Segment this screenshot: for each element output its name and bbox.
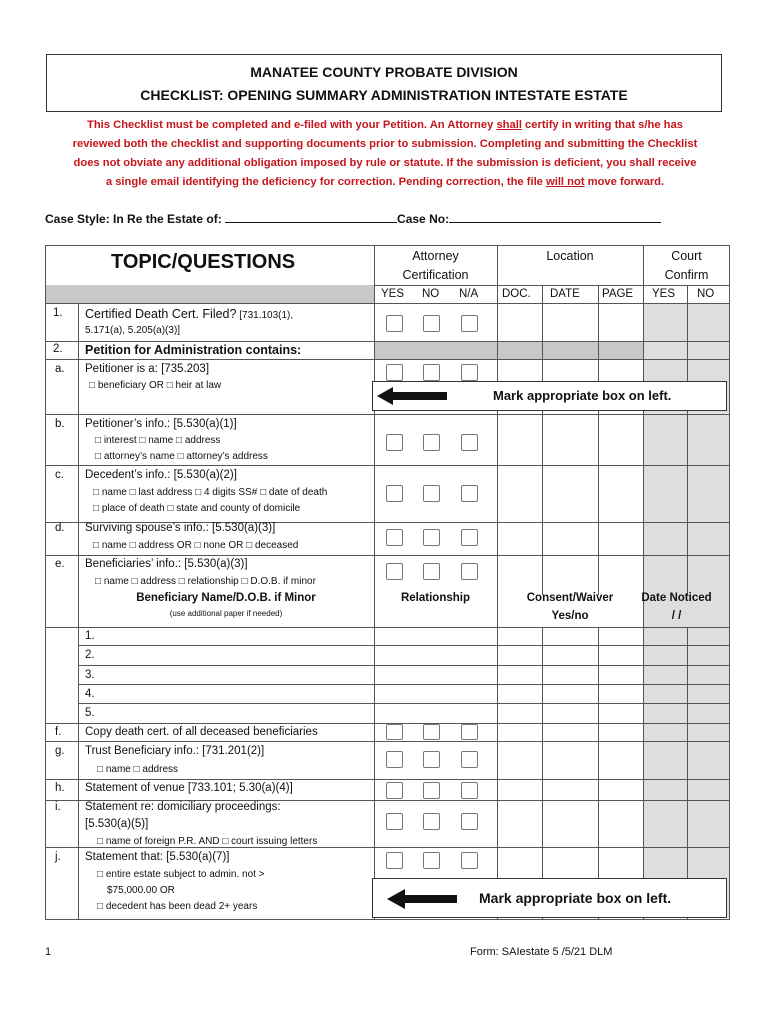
checkbox-h-na[interactable] xyxy=(461,782,478,799)
row-ref: [5.530(a)(5)] xyxy=(85,818,149,830)
mark-box-text: Mark appropriate box on left. xyxy=(493,388,672,403)
arrow-left-icon xyxy=(387,888,459,910)
checkbox-i-yes[interactable] xyxy=(386,813,403,830)
row-options: □ place of death □ state and county of domicile xyxy=(93,503,301,514)
mark-box-notice xyxy=(372,381,727,411)
checkbox-b-yes[interactable] xyxy=(386,434,403,451)
row-text: Statement re: domiciliary proceedings: xyxy=(85,801,281,813)
checkbox-h-yes[interactable] xyxy=(386,782,403,799)
attorney-heading-1: Attorney xyxy=(412,249,459,263)
page-number: 1 xyxy=(45,946,52,958)
row-options: □ name □ address xyxy=(97,764,179,775)
col-na: N/A xyxy=(459,288,479,300)
row-text: Certified Death Cert. Filed? [731.103(1), xyxy=(85,307,294,321)
checkbox-j-na[interactable] xyxy=(461,852,478,869)
checkbox-d-na[interactable] xyxy=(461,529,478,546)
col-court-yes: YES xyxy=(652,288,676,300)
row-text: Trust Beneficiary info.: [731.201(2)] xyxy=(85,745,265,757)
row-text: Beneficiaries’ info.: [5.530(a)(3)] xyxy=(85,558,248,570)
row-letter: i. xyxy=(55,801,61,813)
checkbox-e-yes[interactable] xyxy=(386,563,403,580)
beneficiary-row[interactable]: 1. xyxy=(85,630,95,642)
checkbox-g-yes[interactable] xyxy=(386,751,403,768)
title-line-2: CHECKLIST: OPENING SUMMARY ADMINISTRATION INTESTATE ESTATE xyxy=(140,87,628,103)
checkbox-1-na[interactable] xyxy=(461,315,478,332)
case-style-field[interactable] xyxy=(225,210,397,223)
row-text: Decedent’s info.: [5.530(a)(2)] xyxy=(85,469,237,481)
beneficiary-row[interactable]: 3. xyxy=(85,669,95,681)
row-text: Surviving spouse’s info.: [5.530(a)(3)] xyxy=(85,522,276,534)
checkbox-c-no[interactable] xyxy=(423,485,440,502)
row-letter: g. xyxy=(55,745,65,757)
title-line-1: MANATEE COUNTY PROBATE DIVISION xyxy=(250,64,518,80)
row-letter: a. xyxy=(55,363,65,375)
checkbox-g-na[interactable] xyxy=(461,751,478,768)
row-options: □ attorney’s name □ attorney’s address xyxy=(95,451,268,462)
col-court-no: NO xyxy=(697,288,715,300)
case-no-label: Case No: xyxy=(397,212,450,226)
arrow-left-icon xyxy=(377,386,449,406)
row-letter: e. xyxy=(55,558,65,570)
location-heading: Location xyxy=(546,249,594,263)
row-options: □ name of foreign P.R. AND □ court issuing letters xyxy=(97,836,318,847)
row-options: □ beneficiary OR □ heir at law xyxy=(89,380,222,391)
row-text: Copy death cert. of all deceased beneficiaries xyxy=(85,726,318,738)
case-style-line xyxy=(45,210,661,226)
row-ref: 5.171(a), 5.205(a)(3)] xyxy=(85,325,181,336)
case-style-label: Case Style: In Re the Estate of: xyxy=(45,212,226,226)
checkbox-b-no[interactable] xyxy=(423,434,440,451)
attorney-heading-2: Certification xyxy=(402,268,469,282)
col-date: DATE xyxy=(550,288,580,300)
row-options: $75,000.00 OR xyxy=(107,885,175,896)
row-letter: j. xyxy=(55,851,61,863)
row-options: □ entire estate subject to admin. not > xyxy=(97,869,265,880)
checkbox-f-no[interactable] xyxy=(423,724,440,740)
col-page: PAGE xyxy=(602,288,634,300)
row-letter: d. xyxy=(55,522,65,534)
form-id: Form: SAIestate 5 /5/21 DLM xyxy=(470,946,613,958)
relationship-heading: Relationship xyxy=(400,592,470,604)
checkbox-1-no[interactable] xyxy=(423,315,440,332)
beneficiary-row[interactable]: 4. xyxy=(85,688,95,700)
col-doc: DOC. xyxy=(502,288,531,300)
title-box xyxy=(46,54,722,112)
checklist-table xyxy=(45,245,730,920)
col-no: NO xyxy=(422,288,440,300)
checkbox-j-yes[interactable] xyxy=(386,852,403,869)
court-heading-2: Confirm xyxy=(664,268,709,282)
beneficiary-heading: Beneficiary Name/D.O.B. if Minor xyxy=(136,592,316,604)
notice-text: This Checklist must be completed and e-filed with your Petition. An Attorney shall certify in writing that s/he has reviewed both the checklist and supporting documents prior to submission. Completing and submitting the Checklist does not obviate any additional obligation imposed by rule or statute. If the submission is deficient, you shall receive a single email identifying the deficiency for correction. Pending correction, the file will not move forward. xyxy=(72,119,698,188)
col-yes: YES xyxy=(381,288,405,300)
checkbox-c-yes[interactable] xyxy=(386,485,403,502)
consent-heading-2: Yes/no xyxy=(551,610,589,622)
case-no-field[interactable] xyxy=(449,210,661,223)
row-text: Petitioner is a: [735.203] xyxy=(85,363,210,375)
checkbox-f-na[interactable] xyxy=(461,724,478,740)
beneficiary-row[interactable]: 2. xyxy=(85,649,95,661)
checkbox-1-yes[interactable] xyxy=(386,315,403,332)
mark-box-notice xyxy=(372,878,727,918)
beneficiary-subheading: (use additional paper if needed) xyxy=(169,609,283,618)
row-options: □ name □ address □ relationship □ D.O.B. if minor xyxy=(95,576,316,587)
checkbox-g-no[interactable] xyxy=(423,751,440,768)
row-text: Statement that: [5.530(a)(7)] xyxy=(85,851,230,863)
checkbox-d-no[interactable] xyxy=(423,529,440,546)
checkbox-d-yes[interactable] xyxy=(386,529,403,546)
row-letter: c. xyxy=(55,469,64,481)
checkbox-c-na[interactable] xyxy=(461,485,478,502)
date-noticed-slashes: / / xyxy=(671,610,682,622)
row-text: Statement of venue [733.101; 5.30(a)(4)] xyxy=(85,782,293,794)
checkbox-f-yes[interactable] xyxy=(386,724,403,740)
mark-box-text: Mark appropriate box on left. xyxy=(479,890,672,906)
beneficiary-row[interactable]: 5. xyxy=(85,707,95,719)
row-options: □ interest □ name □ address xyxy=(95,435,221,446)
row-number: 1. xyxy=(53,307,63,319)
checkbox-e-no[interactable] xyxy=(423,563,440,580)
row-letter: h. xyxy=(55,782,65,794)
row-options: □ name □ address OR □ none OR □ deceased xyxy=(93,540,299,551)
checkbox-b-na[interactable] xyxy=(461,434,478,451)
checkbox-a-yes[interactable] xyxy=(386,364,403,381)
checkbox-i-na[interactable] xyxy=(461,813,478,830)
consent-heading-1: Consent/Waiver xyxy=(526,592,614,604)
court-heading-1: Court xyxy=(671,249,702,263)
checkbox-i-no[interactable] xyxy=(423,813,440,830)
row-number: 2. xyxy=(53,343,63,355)
checkbox-h-no[interactable] xyxy=(423,782,440,799)
row-text: Petitioner’s info.: [5.530(a)(1)] xyxy=(85,418,237,430)
row-letter: b. xyxy=(55,418,65,430)
row-letter: f. xyxy=(55,726,62,738)
row-text: Petition for Administration contains: xyxy=(85,343,302,357)
checkbox-a-no[interactable] xyxy=(423,364,440,381)
date-noticed-heading: Date Noticed xyxy=(641,592,712,604)
row-options: □ decedent has been dead 2+ years xyxy=(97,901,258,912)
checkbox-a-na[interactable] xyxy=(461,364,478,381)
checkbox-e-na[interactable] xyxy=(461,563,478,580)
checkbox-j-no[interactable] xyxy=(423,852,440,869)
topic-heading: TOPIC/QUESTIONS xyxy=(111,251,296,273)
row-options: □ name □ last address □ 4 digits SS# □ date of death xyxy=(93,487,328,498)
